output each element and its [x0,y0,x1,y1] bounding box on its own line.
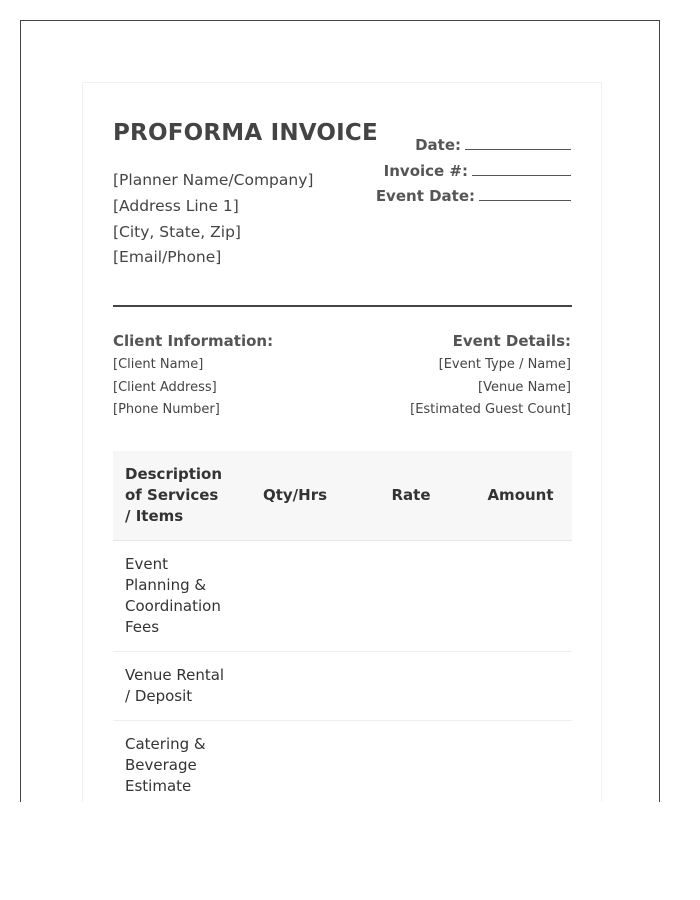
table-row [113,652,572,721]
header-qty-hrs: Qty/Hrs [237,451,353,541]
event-date-label: Event Date: [375,187,475,205]
date-blank-line [465,134,571,150]
company-address-line-1: [Address Line 1] [113,196,239,215]
client-heading: Client Information: [113,332,274,350]
row-qty [237,541,353,652]
date-field [376,133,571,159]
date-label: Date: [415,136,461,154]
row-description: Catering & Beverage Estimate [113,721,237,803]
row-qty [237,721,353,803]
event-type-name: [Event Type / Name] [438,357,571,372]
header-amount: Amount [469,451,572,541]
event-details [410,331,571,422]
header-description: Description of Services / Items [113,451,237,541]
event-date-blank-line [479,185,571,201]
invoice-number-field [376,159,571,185]
company-name: [Planner Name/Company] [113,171,314,189]
row-amount [469,721,572,803]
client-name: [Client Name] [113,357,204,372]
event-date-field [376,184,571,210]
table-row [113,541,572,652]
invoice-card [82,82,602,802]
invoice-number-label: Invoice #: [383,161,468,180]
row-amount [469,541,572,652]
company-city-state-zip: [City, State, Zip] [113,222,241,241]
row-rate [353,721,469,803]
document-page [20,20,660,802]
event-guest-count: [Estimated Guest Count] [410,402,571,417]
client-phone: [Phone Number] [113,402,220,417]
line-items-table [113,451,572,802]
table-row [113,721,572,803]
invoice-number-blank-line [472,160,571,176]
invoice-title: PROFORMA INVOICE [113,120,378,146]
row-qty [237,652,353,721]
invoice-meta [376,133,571,210]
header-divider [113,305,572,307]
table-header-row [113,451,572,541]
row-rate [353,652,469,721]
event-venue: [Venue Name] [478,379,571,395]
client-information [113,331,273,422]
row-rate [353,541,469,652]
row-description: Venue Rental / Deposit [113,652,237,721]
client-address: [Client Address] [113,379,217,395]
company-email-phone: [Email/Phone] [113,248,222,267]
row-amount [469,652,572,721]
company-block [113,168,313,271]
row-description: Event Planning & Coordination Fees [113,541,237,652]
event-heading: Event Details: [452,332,571,350]
header-rate: Rate [353,451,469,541]
